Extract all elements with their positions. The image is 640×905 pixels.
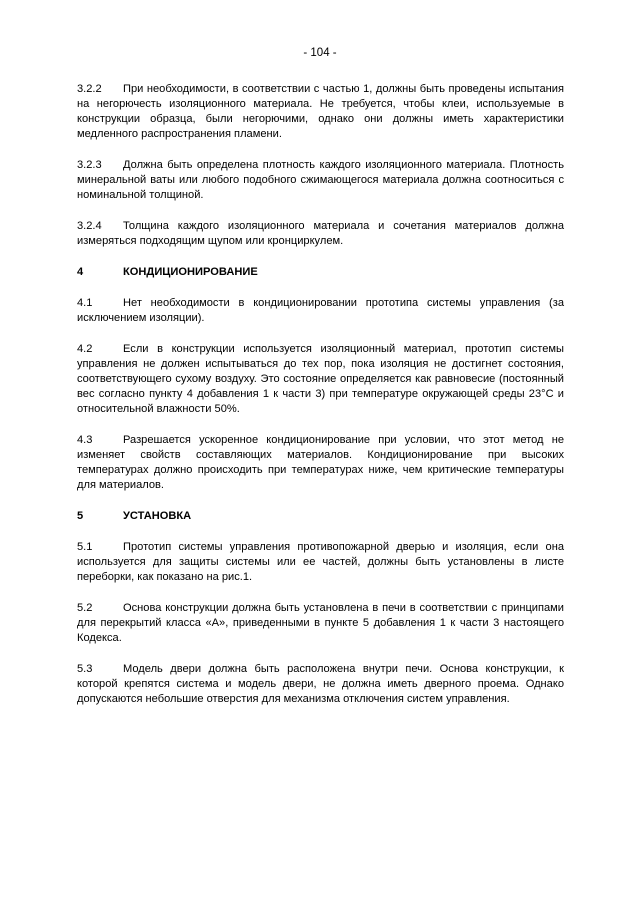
- paragraph-number: 3.2.4: [77, 220, 102, 232]
- paragraph-number: 3.2.2: [77, 83, 102, 95]
- paragraph-number: 4.1: [77, 297, 93, 309]
- paragraph-text: Прототип системы управления противопожарной дверью и изоляция, если она используется для защиты системы или ее частей, должны быть установлены в листе переборки, как показано на рис.1.: [77, 541, 564, 583]
- paragraph-4-1: [77, 296, 564, 326]
- paragraph-text: Толщина каждого изоляционного материала и сочетания материалов должна измеряться подходящим щупом или кронциркулем.: [77, 220, 564, 247]
- paragraph-number: 4.2: [77, 343, 93, 355]
- paragraph-5-1: [77, 540, 564, 585]
- paragraph-4-3: [77, 433, 564, 493]
- paragraph-text: При необходимости, в соответствии с частью 1, должны быть проведены испытания на негорючесть изоляционного материала. Не требуется, чтобы клеи, используемые в конструкции образца, были негорючими, однако они должны иметь характеристики медленного распространения пламени.: [77, 83, 564, 140]
- paragraph-number: 5.3: [77, 663, 93, 675]
- document-body: [77, 82, 564, 723]
- section-number: 5: [77, 510, 84, 522]
- paragraph-text: Должна быть определена плотность каждого изоляционного материала. Плотность минеральной ваты или любого подобного сжимающегося материала должна соотноситься с номинальной толщиной.: [77, 159, 564, 201]
- section-number: 4: [77, 266, 84, 278]
- paragraph-text: Основа конструкции должна быть установлена в печи в соответствии с принципами для перекрытий класса «А», приведенными в пункте 5 добавления 1 к части 3 настоящего Кодекса.: [77, 602, 564, 644]
- paragraph-number: 3.2.3: [77, 159, 102, 171]
- paragraph-text: Нет необходимости в кондиционировании прототипа системы управления (за исключением изоляции).: [77, 297, 564, 324]
- paragraph-5-3: [77, 662, 564, 707]
- paragraph-number: 5.1: [77, 541, 93, 553]
- paragraph-number: 4.3: [77, 434, 93, 446]
- paragraph-5-2: [77, 601, 564, 646]
- paragraph-number: 5.2: [77, 602, 93, 614]
- section-heading-5: [77, 509, 564, 524]
- page-number: - 104 -: [303, 47, 337, 59]
- paragraph-3-2-3: [77, 158, 564, 203]
- paragraph-3-2-2: [77, 82, 564, 142]
- section-title: КОНДИЦИОНИРОВАНИЕ: [123, 266, 258, 278]
- paragraph-4-2: [77, 342, 564, 417]
- section-heading-4: [77, 265, 564, 280]
- paragraph-text: Модель двери должна быть расположена внутри печи. Основа конструкции, к которой крепятся система и модель двери, не должна иметь дверного проема. Однако допускаются небольшие отверстия для механизма отключения систем управления.: [77, 663, 564, 705]
- paragraph-3-2-4: [77, 219, 564, 249]
- paragraph-text: Разрешается ускоренное кондиционирование при условии, что этот метод не изменяет свойств составляющих материалов. Кондиционирование при высоких температурах должно происходить при температурах ниже, чем критические температуры для материалов.: [77, 434, 564, 491]
- paragraph-text: Если в конструкции используется изоляционный материал, прототип системы управления не должен испытываться до тех пор, пока изоляция не достигнет состояния, соответствующего сухому воздуху. Это состояние определяется как равновесие (постоянный вес согласно пункту 4 добавления 1 к части 3) при температуре окружающей среды 23°C и относительной влажности 50%.: [77, 343, 564, 415]
- section-title: УСТАНОВКА: [123, 510, 192, 522]
